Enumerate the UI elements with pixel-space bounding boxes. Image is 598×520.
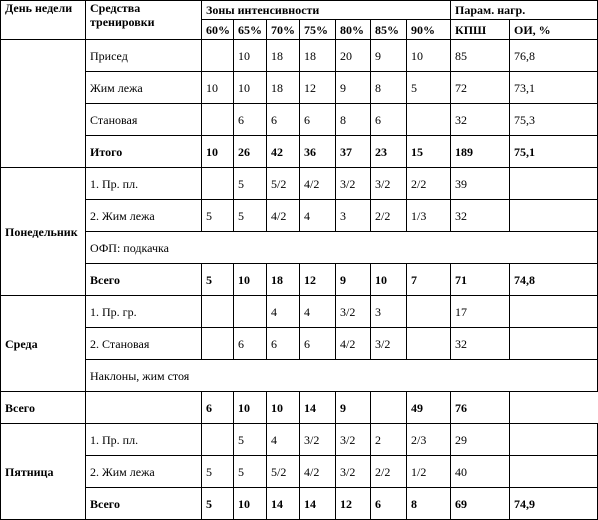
exercise-name: 2. Жим лежа xyxy=(86,456,202,488)
zone-value: 9 xyxy=(371,40,407,72)
zone-value: 10 xyxy=(234,40,267,72)
zone-value xyxy=(407,296,451,328)
total-label: Всего xyxy=(86,264,202,296)
zone-value: 5 xyxy=(234,168,267,200)
day-cell: Пятница xyxy=(1,424,86,520)
zone-value: 10 xyxy=(234,264,267,296)
zone-value: 7 xyxy=(407,264,451,296)
exercise-name: 1. Пр. пл. xyxy=(86,424,202,456)
zone-value: 14 xyxy=(267,488,300,520)
exercise-name: Жим лежа xyxy=(86,72,202,104)
zone-value: 5 xyxy=(202,456,234,488)
zone-header-90: 90% xyxy=(407,20,451,40)
zone-header-80: 80% xyxy=(336,20,371,40)
zone-value: 10 xyxy=(371,264,407,296)
oi-value xyxy=(510,328,598,360)
zone-value: 10 xyxy=(234,488,267,520)
table-row xyxy=(1,232,598,264)
zone-value xyxy=(407,104,451,136)
zone-value: 5 xyxy=(202,488,234,520)
kpsh-value: 72 xyxy=(451,72,510,104)
total-label: Всего xyxy=(1,392,86,424)
kpsh-value: 85 xyxy=(451,40,510,72)
zone-value: 26 xyxy=(234,136,267,168)
kpsh-value: 17 xyxy=(451,296,510,328)
table-row xyxy=(1,264,598,296)
zone-value: 3 xyxy=(336,200,371,232)
zone-value: 4/2 xyxy=(336,328,371,360)
kpsh-value: 40 xyxy=(451,456,510,488)
table-row xyxy=(1,296,598,328)
kpsh-value: 49 xyxy=(407,392,451,424)
exercise-name: 2. Жим лежа xyxy=(86,200,202,232)
kpsh-value: 32 xyxy=(451,104,510,136)
zone-value: 5/2 xyxy=(267,168,300,200)
zone-value: 3/2 xyxy=(371,328,407,360)
zone-value: 6 xyxy=(202,392,234,424)
zone-value: 18 xyxy=(267,264,300,296)
zone-value xyxy=(202,296,234,328)
zone-value: 4/2 xyxy=(300,168,336,200)
zone-value: 5 xyxy=(202,200,234,232)
zone-value: 3 xyxy=(371,296,407,328)
zone-value: 5 xyxy=(234,424,267,456)
zone-value: 10 xyxy=(234,392,267,424)
zone-value: 4 xyxy=(300,200,336,232)
zone-value: 3/2 xyxy=(336,424,371,456)
total-label: Всего xyxy=(86,488,202,520)
kpsh-header: КПШ xyxy=(451,20,510,40)
kpsh-value: 189 xyxy=(451,136,510,168)
exercise-name: 1. Пр. пл. xyxy=(86,168,202,200)
table-row xyxy=(1,328,598,360)
zone-value: 3/2 xyxy=(336,296,371,328)
table-row xyxy=(1,40,598,72)
oi-header: ОИ, % xyxy=(510,20,598,40)
oi-value: 76 xyxy=(451,392,510,424)
zone-value xyxy=(86,392,202,424)
oi-value: 74,8 xyxy=(510,264,598,296)
oi-value: 73,1 xyxy=(510,72,598,104)
zone-value: 4 xyxy=(300,296,336,328)
zone-value xyxy=(202,104,234,136)
zone-value: 12 xyxy=(300,72,336,104)
zone-value: 1/2 xyxy=(407,456,451,488)
zone-value: 20 xyxy=(336,40,371,72)
zone-value: 6 xyxy=(300,328,336,360)
day-cell: Понедельник xyxy=(1,168,86,296)
zone-value: 6 xyxy=(234,104,267,136)
oi-value: 74,9 xyxy=(510,488,598,520)
zone-value: 5/2 xyxy=(267,456,300,488)
load-params-header: Парам. нагр. xyxy=(451,1,598,20)
day-cell: Среда xyxy=(1,296,86,392)
zone-value xyxy=(407,328,451,360)
zone-value: 2/2 xyxy=(371,456,407,488)
zone-value xyxy=(371,392,407,424)
zone-value: 12 xyxy=(336,488,371,520)
oi-value xyxy=(510,296,598,328)
zone-value xyxy=(202,168,234,200)
table-row xyxy=(1,136,598,168)
zone-value: 15 xyxy=(407,136,451,168)
table-row xyxy=(1,200,598,232)
oi-value xyxy=(510,456,598,488)
zone-value xyxy=(202,40,234,72)
zone-value: 23 xyxy=(371,136,407,168)
table-row xyxy=(1,424,598,456)
zone-value: 6 xyxy=(300,104,336,136)
zone-value: 36 xyxy=(300,136,336,168)
exercise-name: Становая xyxy=(86,104,202,136)
zone-value: 4/2 xyxy=(267,200,300,232)
note-cell: Наклоны, жим стоя xyxy=(86,360,598,392)
zone-value: 3/2 xyxy=(300,424,336,456)
kpsh-value: 69 xyxy=(451,488,510,520)
table-row xyxy=(1,488,598,520)
day-cell-blank xyxy=(1,40,86,168)
zone-value: 8 xyxy=(407,488,451,520)
zone-value: 9 xyxy=(336,392,371,424)
zone-value: 1/3 xyxy=(407,200,451,232)
zone-value: 5 xyxy=(202,264,234,296)
oi-value: 75,1 xyxy=(510,136,598,168)
oi-value: 76,8 xyxy=(510,40,598,72)
zone-value: 10 xyxy=(234,72,267,104)
zone-header-65: 65% xyxy=(234,20,267,40)
zone-value: 4 xyxy=(267,296,300,328)
kpsh-value: 71 xyxy=(451,264,510,296)
zone-value: 18 xyxy=(267,72,300,104)
oi-value xyxy=(510,168,598,200)
kpsh-value: 39 xyxy=(451,168,510,200)
zone-value: 8 xyxy=(371,72,407,104)
zone-value: 4 xyxy=(267,424,300,456)
kpsh-value: 32 xyxy=(451,328,510,360)
kpsh-value: 29 xyxy=(451,424,510,456)
table-row xyxy=(1,392,598,424)
total-label: Итого xyxy=(86,136,202,168)
table-row xyxy=(1,360,598,392)
table-row xyxy=(1,104,598,136)
zone-value: 5 xyxy=(234,456,267,488)
zone-header-75: 75% xyxy=(300,20,336,40)
zone-value: 6 xyxy=(267,328,300,360)
zone-value: 3/2 xyxy=(336,456,371,488)
zone-value: 3/2 xyxy=(336,168,371,200)
zone-header-70: 70% xyxy=(267,20,300,40)
zone-value: 3/2 xyxy=(371,168,407,200)
zone-value: 37 xyxy=(336,136,371,168)
table-row xyxy=(1,456,598,488)
zone-value: 10 xyxy=(407,40,451,72)
exercise-name: 1. Пр. гр. xyxy=(86,296,202,328)
zone-value: 5 xyxy=(234,200,267,232)
zone-value: 10 xyxy=(267,392,300,424)
zone-header-85: 85% xyxy=(371,20,407,40)
zone-value: 6 xyxy=(371,104,407,136)
zone-value xyxy=(234,296,267,328)
zone-value: 2 xyxy=(371,424,407,456)
zone-value: 12 xyxy=(300,264,336,296)
zone-value: 18 xyxy=(300,40,336,72)
oi-value: 75,3 xyxy=(510,104,598,136)
training-means-header: Средства тренировки xyxy=(86,1,202,40)
oi-value xyxy=(510,200,598,232)
zone-value: 42 xyxy=(267,136,300,168)
zone-value: 6 xyxy=(234,328,267,360)
table-row xyxy=(1,168,598,200)
zone-value: 10 xyxy=(202,136,234,168)
zone-value: 2/2 xyxy=(407,168,451,200)
zone-value: 9 xyxy=(336,72,371,104)
zone-value: 18 xyxy=(267,40,300,72)
zone-value: 6 xyxy=(267,104,300,136)
zone-value: 5 xyxy=(407,72,451,104)
zone-header-60: 60% xyxy=(202,20,234,40)
exercise-name: 2. Становая xyxy=(86,328,202,360)
zone-value xyxy=(202,328,234,360)
note-cell: ОФП: подкачка xyxy=(86,232,598,264)
zone-value: 9 xyxy=(336,264,371,296)
kpsh-value: 32 xyxy=(451,200,510,232)
zone-value: 6 xyxy=(371,488,407,520)
zone-value: 10 xyxy=(202,72,234,104)
zone-value: 4/2 xyxy=(300,456,336,488)
day-of-week-header: День недели xyxy=(1,1,86,40)
exercise-name: Присед xyxy=(86,40,202,72)
table-row xyxy=(1,72,598,104)
zone-value: 2/3 xyxy=(407,424,451,456)
zone-value: 2/2 xyxy=(371,200,407,232)
zone-value: 14 xyxy=(300,392,336,424)
zone-value xyxy=(202,424,234,456)
zone-value: 14 xyxy=(300,488,336,520)
intensity-zones-header: Зоны интенсивности xyxy=(202,1,451,20)
oi-value xyxy=(510,424,598,456)
zone-value: 8 xyxy=(336,104,371,136)
